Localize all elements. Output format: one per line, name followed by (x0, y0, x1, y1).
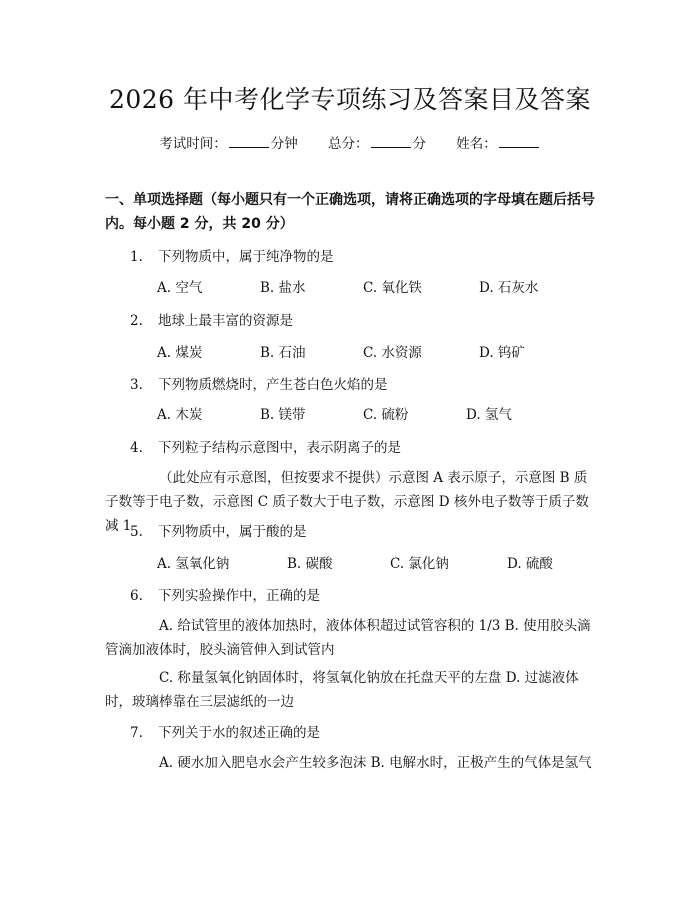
page-title: 2026 年中考化学专项练习及答案目及答案 (108, 85, 592, 114)
question-7-options-ab (105, 751, 600, 775)
option-b: B. 碳酸 (287, 556, 333, 572)
question-2 (130, 309, 293, 329)
option-c: C. 氧化铁 (363, 280, 422, 296)
question-number: 3. (130, 377, 143, 393)
question-number: 1. (130, 249, 143, 265)
options-text: A. 给试管里的液体加热时，液体体积超过试管容积的 1/3 B. 使用胶头滴管滴加液体时，胶头滴管伸入到试管内 (105, 618, 591, 658)
question-5 (130, 520, 307, 540)
option-d: D. 氢气 (466, 407, 512, 423)
exam-info-line (0, 132, 700, 152)
total-score-blank (371, 135, 411, 148)
student-name-blank (499, 135, 539, 148)
option-c: C. 硫粉 (363, 407, 409, 423)
question-number: 7. (130, 725, 143, 741)
question-text: 下列粒子结构示意图中，表示阴离子的是 (158, 440, 401, 456)
question-text: 下列物质中，属于纯净物的是 (158, 249, 334, 265)
option-d: D. 石灰水 (479, 280, 539, 296)
question-text: 下列实验操作中，正确的是 (158, 588, 320, 604)
question-6-options-cd (105, 666, 600, 714)
option-c: C. 水资源 (363, 345, 422, 361)
option-c: C. 氯化钠 (390, 556, 449, 572)
question-number: 5. (130, 524, 143, 540)
question-6 (130, 584, 320, 604)
question-4 (130, 436, 401, 456)
option-d: D. 硫酸 (507, 556, 553, 572)
question-number: 4. (130, 440, 143, 456)
student-name-label: 姓名： (456, 136, 497, 152)
section-heading: 一、单项选择题（每小题只有一个正确选项，请将正确选项的字母填在题后括号内。每小题 2 分，共 20 分） (105, 192, 595, 232)
question-number: 2. (130, 313, 143, 329)
question-6-options-ab (105, 614, 600, 662)
option-a: A. 煤炭 (157, 345, 203, 361)
exam-time-label: 考试时间： (159, 136, 227, 152)
question-text: 下列关于水的叙述正确的是 (158, 725, 320, 741)
question-text: 地球上最丰富的资源是 (158, 313, 293, 329)
options-text: A. 硬水加入肥皂水会产生较多泡沫 B. 电解水时，正极产生的气体是氢气 (159, 755, 592, 771)
note-text: （此处应有示意图，但按要求不提供）示意图 A 表示原子，示意图 B 质子数等于电子数，示意图 C 质子数大于电子数，示意图 D 核外电子数等于质子数减 1 (105, 470, 589, 534)
question-number: 6. (130, 588, 143, 604)
options-text: C. 称量氢氧化钠固体时，将氢氧化钠放在托盘天平的左盘 D. 过滤液体时，玻璃棒靠在三层滤纸的一边 (105, 670, 579, 710)
option-b: B. 石油 (260, 345, 306, 361)
option-a: A. 木炭 (157, 407, 203, 423)
option-a: A. 空气 (157, 280, 203, 296)
question-1 (130, 245, 334, 265)
option-b: B. 盐水 (260, 280, 306, 296)
total-score-label: 总分： (328, 136, 369, 152)
option-b: B. 镁带 (260, 407, 306, 423)
question-text: 下列物质燃烧时，产生苍白色火焰的是 (158, 377, 388, 393)
option-d: D. 钨矿 (479, 345, 525, 361)
total-score-field (328, 136, 426, 152)
question-3 (130, 373, 388, 393)
exam-time-field (159, 136, 298, 152)
exam-time-blank (229, 135, 269, 148)
student-name-field (456, 136, 541, 152)
exam-time-unit: 分钟 (270, 136, 298, 152)
option-a: A. 氢氧化钠 (157, 556, 230, 572)
question-text: 下列物质中，属于酸的是 (158, 524, 307, 540)
question-7 (130, 721, 320, 741)
total-score-unit: 分 (412, 136, 426, 152)
